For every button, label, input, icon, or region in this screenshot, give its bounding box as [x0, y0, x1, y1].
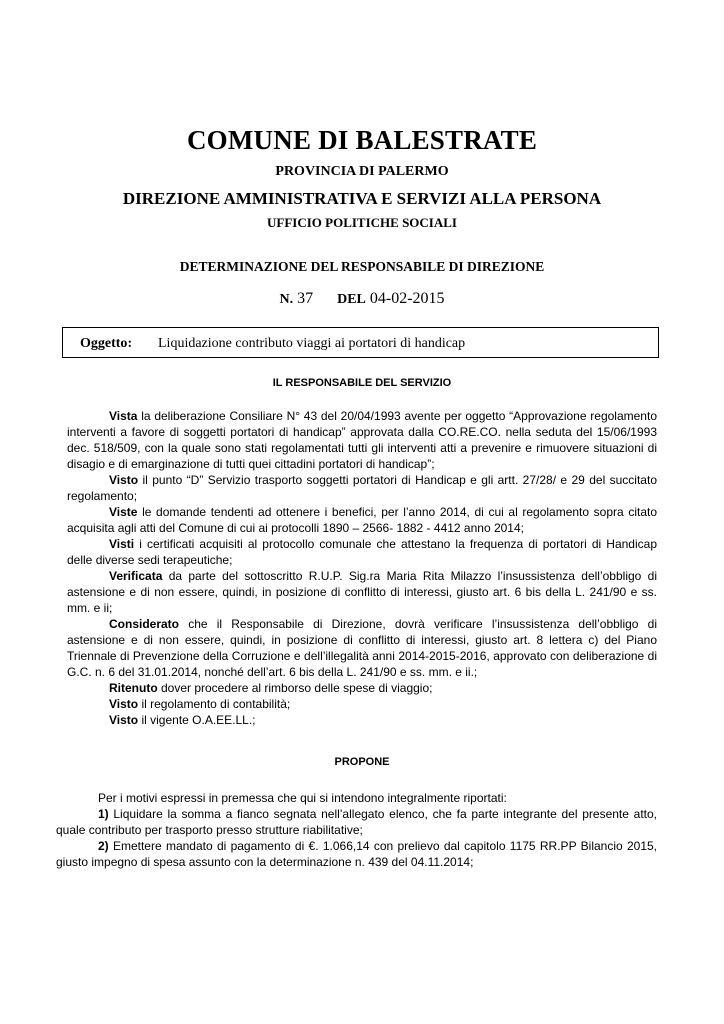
premessa-keyword: Considerato [109, 617, 180, 631]
premessa-text: che il Responsabile di Direzione, dovrà verificare l’insussistenza dell’obbligo di astensione e di non essere, quindi, in posizione di conflitto di interessi, giusto art. 8 lettera c) del Piano Triennale di Prevenzione della Corruzione e dell’illegalità anni 2014-2015-2016, approvato con deliberazione di G.C. n. 6 del 31.01.2014, nonché dell’art. 6 bis della L. 241/90 e ss. mm. e ii.; [67, 617, 657, 679]
proposta-item-number: 2) [98, 839, 109, 853]
proposta-item-text: Liquidare la somma a fianco segnata nell’allegato elenco, che fa parte integrante del presente atto, quale contributo per trasporto presso strutture riabilitative; [56, 807, 657, 837]
premessa-paragraph [67, 696, 657, 712]
premessa-keyword: Verificata [109, 569, 163, 583]
oggetto-box [62, 327, 659, 358]
proposta-item-number: 1) [98, 807, 109, 821]
premessa-keyword: Visto [109, 713, 139, 727]
direzione-heading: DIREZIONE AMMINISTRATIVA E SERVIZI ALLA PERSONA [122, 189, 602, 208]
premessa-text: la deliberazione Consiliare N° 43 del 20/04/1993 avente per oggetto “Approvazione regolamento interventi a favore di soggetti portatori di handicap” approvata dalla CO.RE.CO. nella seduta del 15/06/1993 dec. 518/509, con la quale sono stati regolamentati tutti gli interventi atti a prevenire e rimuovere situazioni di disagio e di emarginazione di tutti quei cittadini portatori di handicap”; [67, 409, 657, 471]
oggetto-label: Oggetto: [80, 336, 133, 351]
premessa-keyword: Visto [109, 473, 139, 487]
premessa-keyword: Vista [109, 409, 138, 423]
premessa-keyword: Visto [109, 697, 139, 711]
premessa-paragraph [67, 408, 657, 472]
premessa-text: dover procedere al rimborso delle spese di viaggio; [157, 681, 433, 695]
proposta-item [56, 838, 657, 870]
del-label: DEL [337, 292, 366, 307]
ufficio-heading: UFFICIO POLITICHE SOCIALI [267, 215, 457, 230]
premessa-paragraph [67, 536, 657, 568]
section-heading-responsabile: IL RESPONSABILE DEL SERVIZIO [272, 377, 452, 389]
premessa-text: il punto “D” Servizio trasporto soggetti portatori di Handicap e gli artt. 27/28/ e 29 del succitato regolamento; [67, 473, 657, 503]
oggetto-text: Liquidazione contributo viaggi ai portatori di handicap [158, 336, 466, 351]
premessa-keyword: Ritenuto [109, 681, 158, 695]
numero-label: N. [279, 292, 294, 307]
document-number [0, 290, 724, 308]
premessa-text: il vigente O.A.EE.LL.; [138, 713, 256, 727]
premessa-text: da parte del sottoscritto R.U.P. Sig.ra Maria Rita Milazzo l’insussistenza dell’obbligo di astensione e di non essere, quindi, in posizione di conflitto di interessi, giusto art. 6 bis della L. 241/90 e ss. mm. e ii; [67, 569, 657, 615]
premessa-paragraph [67, 504, 657, 536]
premessa-text: i certificati acquisiti al protocollo comunale che attestano la frequenza di portatori di Handicap delle diverse sedi terapeutiche; [67, 537, 657, 567]
proposta-item-text: Emettere mandato di pagamento di €. 1.066,14 con prelievo dal capitolo 1175 RR.PP Bilancio 2015, giusto impegno di spesa assunto con la determinazione n. 439 del 04.11.2014; [56, 839, 657, 869]
provincia-subtitle: PROVINCIA DI PALERMO [275, 164, 449, 179]
numero-value: 37 [297, 290, 314, 307]
section-heading-propone: PROPONE [334, 756, 390, 768]
date-value: 04-02-2015 [369, 290, 445, 307]
premessa-paragraph [67, 616, 657, 680]
premessa-keyword: Viste [109, 505, 138, 519]
proposta-intro: Per i motivi espressi in premessa che qui si intendono integralmente riportati: [98, 791, 507, 805]
proposta-block [56, 790, 657, 870]
premesse-list [67, 408, 657, 728]
page-title: COMUNE DI BALESTRATE [186, 125, 538, 155]
premessa-paragraph [67, 712, 657, 728]
proposta-item [56, 806, 657, 838]
premessa-paragraph [67, 472, 657, 504]
determinazione-heading: DETERMINAZIONE DEL RESPONSABILE DI DIREZIONE [179, 259, 545, 274]
premessa-paragraph [67, 680, 657, 696]
premessa-paragraph [67, 568, 657, 616]
premessa-text: le domande tendenti ad ottenere i benefici, per l’anno 2014, di cui al regolamento sopra citato acquisita agli atti del Comune di cui ai protocolli 1890 – 2566- 1882 - 4412 anno 2014; [67, 505, 657, 535]
proposta-items [56, 806, 657, 870]
premessa-keyword: Visti [109, 537, 135, 551]
premessa-text: il regolamento di contabilità; [138, 697, 291, 711]
